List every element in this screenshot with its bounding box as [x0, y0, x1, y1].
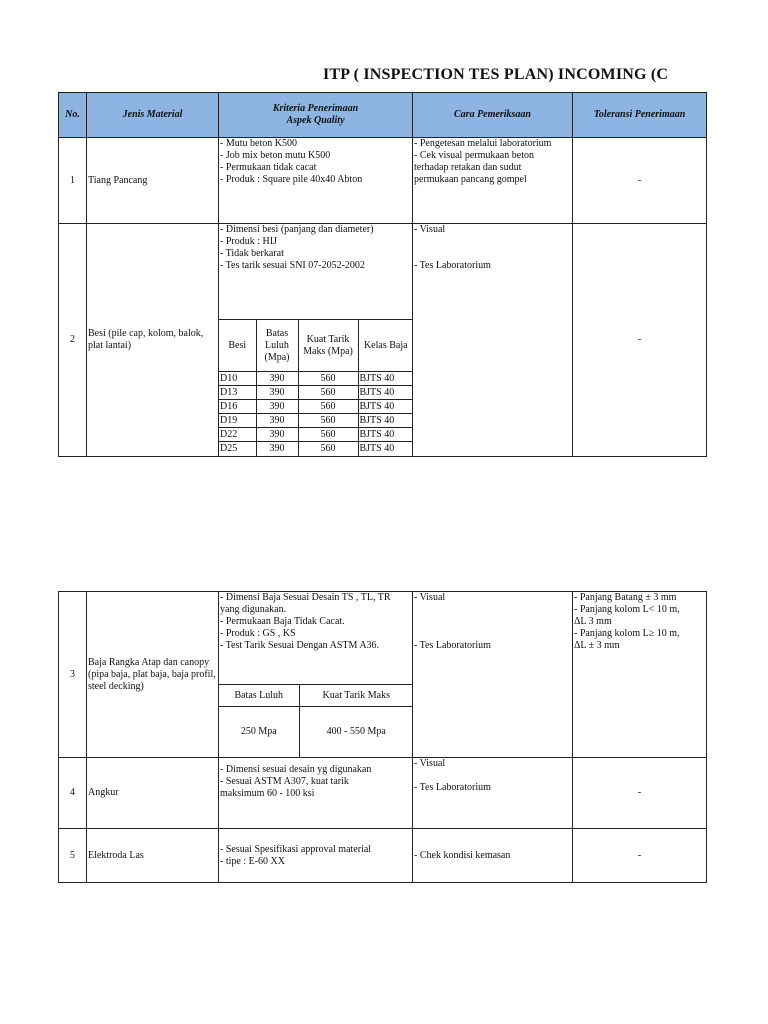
- table-row: [59, 224, 707, 457]
- rebar-row: [219, 386, 413, 400]
- steel-header-row: [219, 685, 413, 707]
- rebar-tensile: 560: [298, 428, 358, 442]
- rebar-row: [219, 428, 413, 442]
- rebar-tensile: 560: [298, 414, 358, 428]
- rebar-size: D19: [219, 414, 256, 428]
- criteria-line: - Sesuai Spesifikasi approval material: [220, 843, 372, 855]
- method-line: - Tes Laboratorium: [414, 640, 491, 651]
- row-number: 1: [59, 138, 87, 224]
- method-line: - Pengetesan melalui laboratorium: [414, 138, 552, 149]
- table-row: [59, 758, 707, 829]
- rebar-grade: BJTS 40: [358, 386, 413, 400]
- rebar-yield: 390: [256, 372, 298, 386]
- method-cell: [413, 138, 573, 224]
- header-tolerance: Toleransi Penerimaan: [573, 93, 707, 138]
- rebar-tensile: 560: [298, 372, 358, 386]
- steel-value-row: [219, 707, 413, 757]
- rebar-size: D13: [219, 386, 256, 400]
- method-line: - Tes Laboratorium: [414, 782, 491, 793]
- itp-table-part-2: [58, 591, 707, 883]
- rebar-size: D16: [219, 400, 256, 414]
- tolerance-line: ΔL ± 3 mm: [574, 640, 620, 651]
- steel-header-batas: Batas Luluh: [219, 685, 299, 707]
- table-row: [59, 138, 707, 224]
- criteria-line: - Produk : GS , KS: [220, 628, 296, 639]
- rebar-tensile: 560: [298, 442, 358, 456]
- steel-spec-table: [219, 684, 413, 757]
- method-line: terhadap retakan dan sudut: [414, 162, 522, 173]
- criteria-line: - Job mix beton mutu K500: [220, 150, 331, 161]
- header-criteria-line2: Aspek Quality: [286, 115, 345, 126]
- tolerance-cell: -: [573, 758, 707, 829]
- steel-tensile-value: 400 - 550 Mpa: [299, 707, 413, 757]
- rebar-yield: 390: [256, 386, 298, 400]
- header-criteria: [219, 93, 413, 138]
- criteria-line: - Produk : HIJ: [220, 236, 277, 247]
- rebar-tensile: 560: [298, 386, 358, 400]
- rebar-size: D22: [219, 428, 256, 442]
- tolerance-line: ΔL 3 mm: [574, 616, 612, 627]
- tolerance-line: - Panjang kolom L< 10 m,: [574, 604, 680, 615]
- header-material: Jenis Material: [87, 93, 219, 138]
- rebar-header-kelas: Kelas Baja: [358, 320, 413, 372]
- criteria-line: - Permukaan tidak cacat: [220, 162, 317, 173]
- criteria-line: - tipe : E-60 XX: [220, 855, 285, 867]
- tolerance-cell: [573, 592, 707, 758]
- tolerance-cell: -: [573, 224, 707, 457]
- rebar-yield: 390: [256, 414, 298, 428]
- criteria-line: maksimum 60 - 100 ksi: [220, 788, 315, 799]
- criteria-line: yang digunakan.: [220, 604, 287, 615]
- method-line: - Cek visual permukaan beton: [414, 150, 534, 161]
- material-name: Elektroda Las: [87, 829, 219, 883]
- criteria-line: - Dimensi Baja Sesuai Desain TS , TL, TR: [220, 592, 391, 603]
- criteria-cell: [219, 224, 413, 457]
- criteria-line: - Sesuai ASTM A307, kuat tarik: [220, 776, 349, 787]
- rebar-row: [219, 442, 413, 456]
- method-cell: - Chek kondisi kemasan: [413, 829, 573, 883]
- method-line: - Tes Laboratorium: [414, 260, 491, 271]
- method-line: - Visual: [414, 224, 446, 235]
- rebar-grade: BJTS 40: [358, 372, 413, 386]
- rebar-header-batas: Batas Luluh (Mpa): [256, 320, 298, 372]
- criteria-line: - Test Tarik Sesuai Dengan ASTM A36.: [220, 640, 380, 651]
- criteria-cell: [219, 829, 413, 883]
- rebar-grade: BJTS 40: [358, 428, 413, 442]
- criteria-cell: [219, 138, 413, 224]
- rebar-row: [219, 400, 413, 414]
- rebar-yield: 390: [256, 400, 298, 414]
- criteria-cell: [219, 592, 413, 758]
- criteria-line: - Dimensi sesuai desain yg digunakan: [220, 764, 372, 775]
- document-title: ITP ( INSPECTION TES PLAN) INCOMING (C: [323, 66, 669, 83]
- material-name: Baja Rangka Atap dan canopy (pipa baja, plat baja, baja profil, steel decking): [87, 592, 219, 758]
- method-line: permukaan pancang gompel: [414, 174, 527, 185]
- tolerance-cell: -: [573, 138, 707, 224]
- rebar-size: D25: [219, 442, 256, 456]
- criteria-cell: [219, 758, 413, 829]
- header-criteria-line1: Kriteria Penerimaan: [272, 103, 359, 114]
- itp-table-part-1: [58, 92, 707, 457]
- rebar-header-kuat: Kuat Tarik Maks (Mpa): [298, 320, 358, 372]
- criteria-line: - Dimensi besi (panjang dan diameter): [220, 224, 374, 235]
- rebar-grade: BJTS 40: [358, 414, 413, 428]
- steel-header-kuat: Kuat Tarik Maks: [299, 685, 413, 707]
- rebar-header-row: [219, 320, 413, 372]
- tolerance-line: - Panjang Batang ± 3 mm: [574, 592, 677, 603]
- row-number: 5: [59, 829, 87, 883]
- table-row: [59, 592, 707, 758]
- rebar-spec-table: [219, 319, 413, 456]
- rebar-size: D10: [219, 372, 256, 386]
- rebar-yield: 390: [256, 442, 298, 456]
- material-name: Angkur: [87, 758, 219, 829]
- criteria-line: - Produk : Square pile 40x40 Abton: [220, 174, 363, 185]
- rebar-header-besi: Besi: [219, 320, 256, 372]
- header-no: No.: [59, 93, 87, 138]
- method-line: - Visual: [414, 592, 446, 603]
- material-name: Besi (pile cap, kolom, balok, plat lantai): [87, 224, 219, 457]
- criteria-line: - Mutu beton K500: [220, 138, 297, 149]
- method-cell: [413, 224, 573, 457]
- row-number: 2: [59, 224, 87, 457]
- row-number: 3: [59, 592, 87, 758]
- method-line: - Visual: [414, 758, 446, 769]
- steel-yield-value: 250 Mpa: [219, 707, 299, 757]
- criteria-line: - Permukaan Baja Tidak Cacat.: [220, 616, 345, 627]
- criteria-line: - Tidak berkarat: [220, 248, 284, 259]
- criteria-line: - Tes tarik sesuai SNI 07-2052-2002: [220, 260, 365, 271]
- method-cell: [413, 758, 573, 829]
- header-method: Cara Pemeriksaan: [413, 93, 573, 138]
- header-row: [59, 93, 707, 138]
- tolerance-cell: -: [573, 829, 707, 883]
- rebar-row: [219, 372, 413, 386]
- row-number: 4: [59, 758, 87, 829]
- method-cell: [413, 592, 573, 758]
- rebar-grade: BJTS 40: [358, 400, 413, 414]
- tolerance-line: - Panjang kolom L≥ 10 m,: [574, 628, 680, 639]
- rebar-grade: BJTS 40: [358, 442, 413, 456]
- material-name: Tiang Pancang: [87, 138, 219, 224]
- rebar-tensile: 560: [298, 400, 358, 414]
- rebar-row: [219, 414, 413, 428]
- rebar-yield: 390: [256, 428, 298, 442]
- table-row: [59, 829, 707, 883]
